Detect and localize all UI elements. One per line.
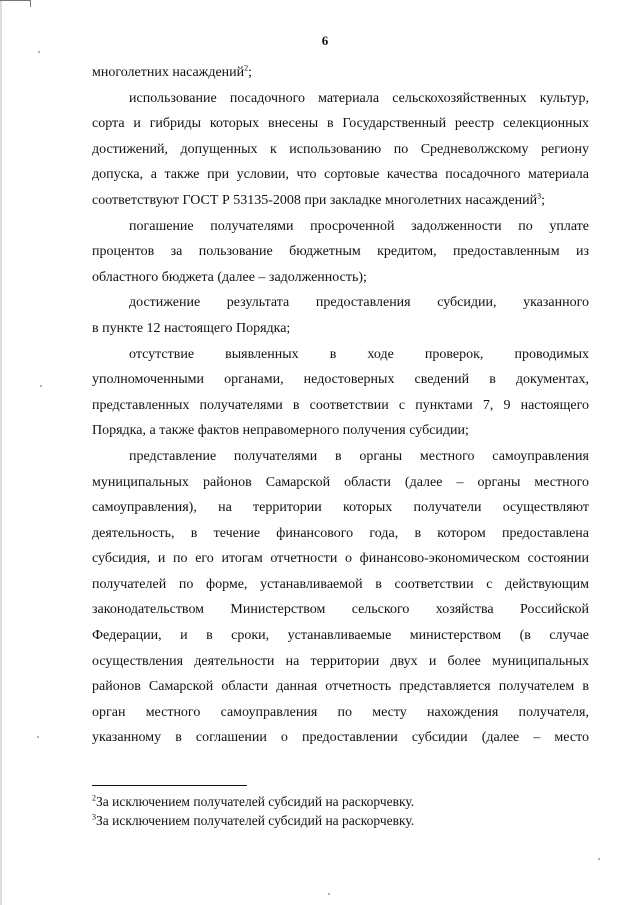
footnote-text: За исключением получателей субсидий на раскорчевку. [96, 813, 415, 828]
footnote-separator [92, 785, 247, 786]
text-line: допуска, а также при условии, что сортовые качества посадочного материала [92, 167, 589, 183]
scan-speck [40, 385, 42, 387]
footnote [92, 811, 589, 830]
scan-speck [598, 858, 600, 860]
scan-speck [328, 893, 330, 895]
text-line: орган местного самоуправления по месту нахождения получателя, [92, 704, 589, 720]
text-line: Порядка, а также фактов неправомерного получения субсидии; [92, 423, 469, 439]
text-line: отсутствие выявленных в ходе проверок, проводимых [129, 346, 589, 362]
text-line: законодательством Министерством сельского хозяйства Российской [92, 602, 589, 618]
footnote-marker: 2 [92, 793, 96, 803]
text-line: осуществления деятельности на территории двух и более муниципальных [92, 653, 589, 669]
footnote-ref: 3 [537, 191, 542, 201]
scan-edge-line [0, 0, 2, 905]
footnote-text: За исключением получателей субсидий на раскорчевку. [96, 794, 415, 809]
text-line: самоуправления), на территории которых получатели осуществляют [92, 500, 589, 516]
text-line: использование посадочного материала сельскохозяйственных культур, [129, 90, 589, 106]
text-line: получателей по форме, устанавливаемой в соответствии с действующим [92, 576, 589, 592]
text-line: уполномоченными органами, недостоверных сведений в документах, [92, 372, 589, 388]
text-line: представленных получателями в соответствии с пунктами 7, 9 настоящего [92, 397, 589, 413]
text-line: субсидия, и по его итогам отчетности о финансово-экономическом состоянии [92, 551, 589, 567]
footnote [92, 792, 589, 811]
body-text [92, 60, 589, 751]
text-line: районов Самарской области данная отчетность представляется получателем в [92, 679, 589, 695]
text-line: в пункте 12 настоящего Порядка; [92, 320, 291, 336]
scan-corner-mark [0, 0, 31, 7]
text-line: процентов за пользование бюджетным кредитом, предоставленным из [92, 244, 589, 260]
footnotes [92, 792, 589, 830]
text-line: многолетних насаждений$^2$; [92, 63, 253, 80]
text-line: деятельность, в течение финансового года, в котором предоставлена [92, 525, 589, 541]
footnote-marker: 3 [92, 812, 96, 822]
text-line: достижение результата предоставления субсидии, указанного [129, 295, 589, 311]
scan-speck [37, 736, 39, 738]
text-line: соответствуют ГОСТ Р 53135-2008 при закладке многолетних насаждений$^3$; [92, 191, 545, 208]
text-line: сорта и гибриды которых внесены в Государственный реестр селекционных [92, 116, 589, 132]
text-line: представление получателями в органы местного самоуправления [129, 448, 589, 464]
scan-speck [38, 51, 40, 53]
text-line: Федерации, и в сроки, устанавливаемые министерством (в случае [92, 628, 589, 644]
text-line: достижений, допущенных к использованию по Средневолжскому региону [92, 141, 589, 157]
text-line: погашение получателями просроченной задолженности по уплате [129, 218, 589, 234]
text-line: муниципальных районов Самарской области (далее – органы местного [92, 474, 589, 490]
page-number: 6 [321, 33, 329, 48]
text-line: областного бюджета (далее – задолженность); [92, 269, 367, 285]
footnote-ref: 2 [244, 63, 249, 73]
text-line: указанному в соглашении о предоставлении субсидии (далее – место [92, 730, 589, 746]
